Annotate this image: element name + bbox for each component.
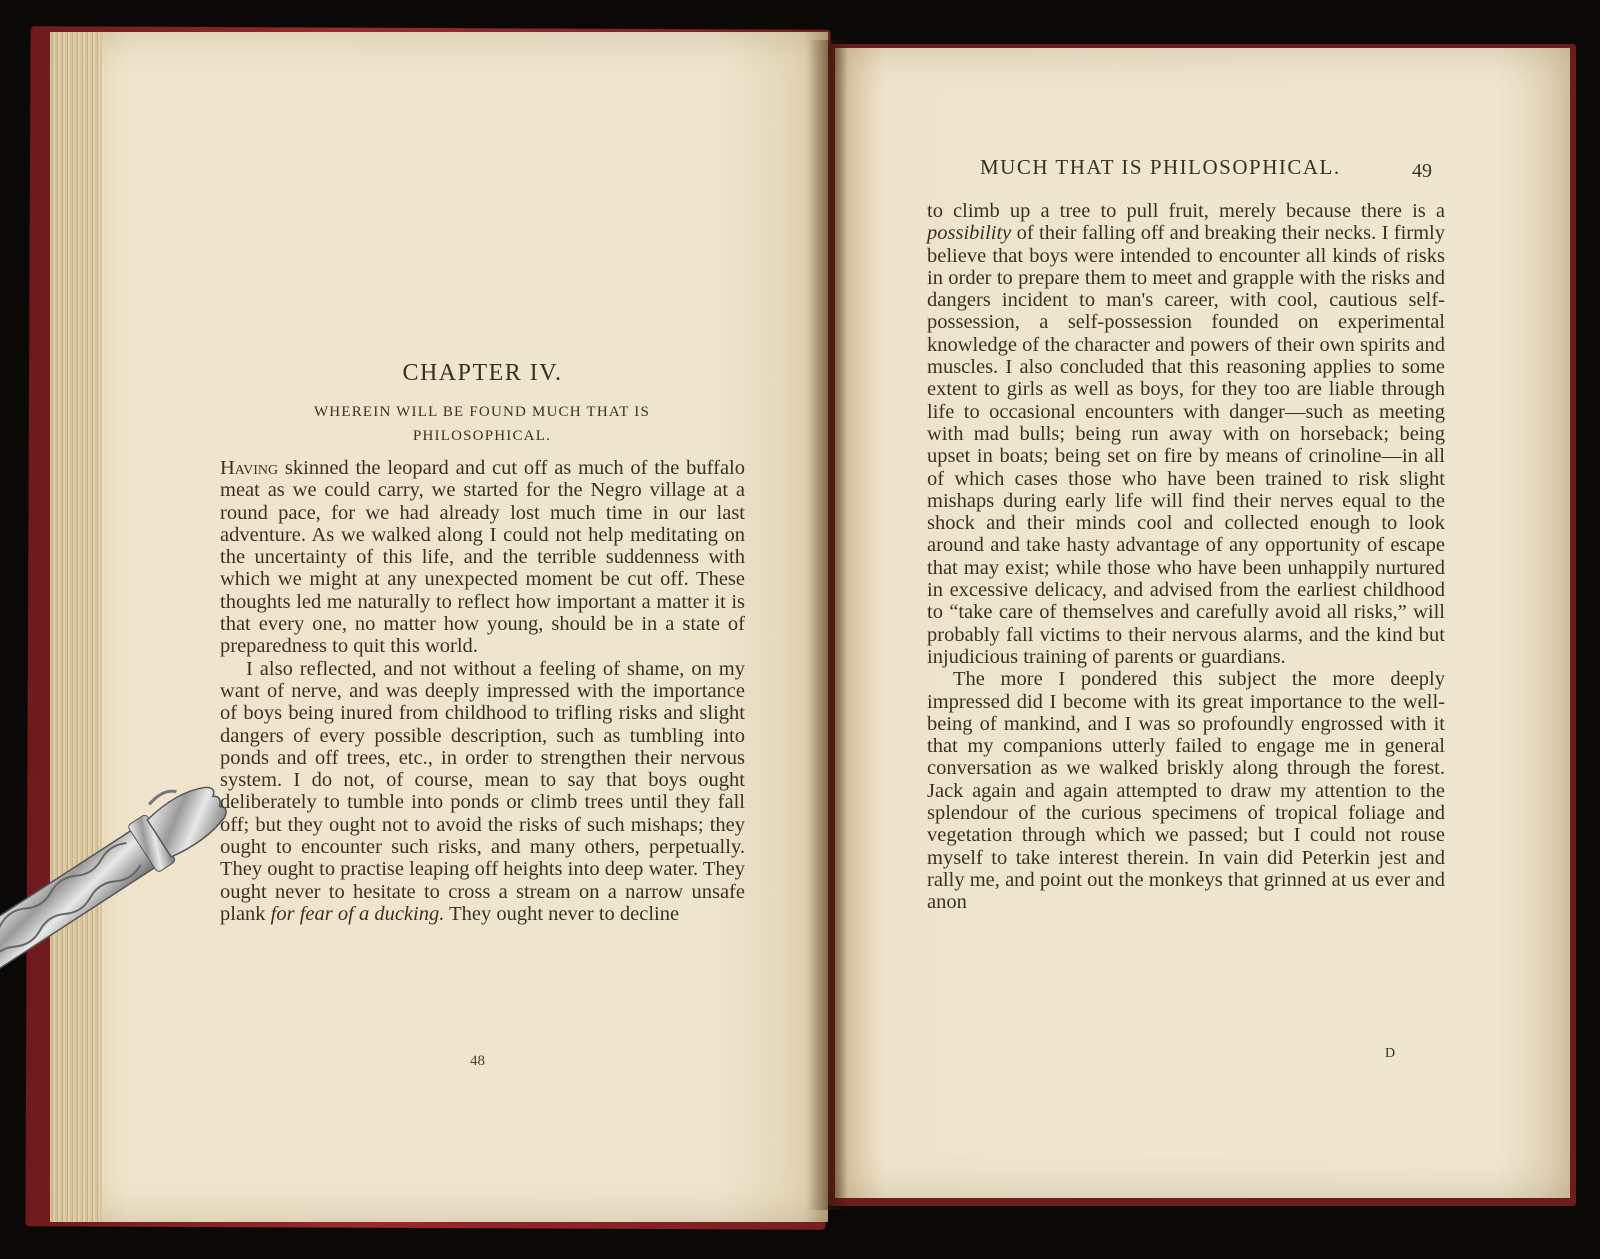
paragraph-text: The more I pondered this subject the more deeply impressed did I become with its great importance to the well-being of mankind, and I was so profoundly engrossed with it that my companions utterly failed to engage me in general conversation as we walked briskly along through the forest. Jack again and again attempted to draw my attention to the splendour of the curious specimens of tropical foliage and vegetation through which we passed; but I could not rouse myself to take interest therein. In vain did Peterkin jest and rally me, and point out the monkeys that grinned at us ever and anon xyxy=(927,668,1445,914)
paragraph xyxy=(927,200,1445,668)
page-number-right: 49 xyxy=(1412,160,1432,182)
running-head: MUCH THAT IS PHILOSOPHICAL. xyxy=(980,155,1341,179)
page-number-left: 48 xyxy=(470,1053,485,1069)
chapter-subtitle-line: WHEREIN WILL BE FOUND MUCH THAT IS xyxy=(313,404,651,420)
paragraph xyxy=(220,457,745,658)
right-page-body xyxy=(927,200,1445,914)
paragraph xyxy=(927,668,1445,913)
paragraph-text: skinned the leopard and cut off as much of the buffalo meat as we could carry, we started for the Negro village at a round pace, for we had already lost much time in our last adventure. As we walked along I could not help meditating on the uncertainty of this life, and the terrible suddenness with which we might at any unexpected moment be cut off. These thoughts led me naturally to reflect how important a matter it is that every one, no matter how young, should be in a state of preparedness to quit this world. xyxy=(220,457,745,658)
paragraph xyxy=(220,658,745,926)
paragraph-text: They ought never to decline xyxy=(444,902,680,925)
italic-phrase: for fear of a ducking. xyxy=(270,902,445,925)
italic-word: possibility xyxy=(927,222,1012,245)
page-edges xyxy=(50,32,102,1222)
paragraph-text: to climb up a tree to pull fruit, merely because there is a xyxy=(927,200,1445,222)
drop-word: Having xyxy=(220,457,279,479)
paragraph-text: of their falling off and breaking their necks. I firmly believe that boys were intended to encounter all kinds of risks in order to prepare them to meet and grapple with the risks and dangers incident to man's career, with cool, cautious self-possession, a self-possession founded on experimental knowledge of the character and powers of their own spirits and muscles. I also concluded that this reasoning applies to some extent to girls as well as boys, for they too are liable through life to occasional encounters with danger—such as meeting with mad bulls; being run away with on horseback; being upset in boats; being set on fire by means of crinoline—in all of which cases those who have been trained to risk slight mishaps during early life will find their nerves equal to the shock and their minds cool and collected enough to look around and take hasty advantage of any opportunity of escape that may exist; while those who have been unhappily nurtured in excessive delicacy, and advised from the earliest childhood to “take care of themselves and carefully avoid all risks,” will probably fall victims to their nervous alarms, and the kind but injudicious training of parents or guardians. xyxy=(927,222,1445,668)
left-page-body xyxy=(220,457,745,925)
chapter-subtitle xyxy=(262,400,702,448)
paragraph-text: I also reflected, and not without a feeling of shame, on my want of nerve, and was deeply impressed with the importance of boys being inured from childhood to trifling risks and slight dangers of every possible description, such as tumbling into ponds and off trees, etc., in order to strengthen their nervous system. I do not, of course, mean to say that boys ought deliberately to tumble into ponds or climb trees until they fall off; but they ought not to avoid the risks of such mishaps; they ought to encounter such risks, and many others, perpetually. They ought to practise leaping off heights into deep water. They ought never to hesitate to cross a stream on a narrow unsafe plank xyxy=(220,657,745,925)
chapter-subtitle-line: PHILOSOPHICAL. xyxy=(412,428,552,444)
book-gutter xyxy=(808,40,848,1210)
silver-hand-bookmark xyxy=(0,725,250,975)
signature-mark: D xyxy=(1385,1046,1396,1061)
chapter-title: CHAPTER IV. xyxy=(402,360,563,386)
